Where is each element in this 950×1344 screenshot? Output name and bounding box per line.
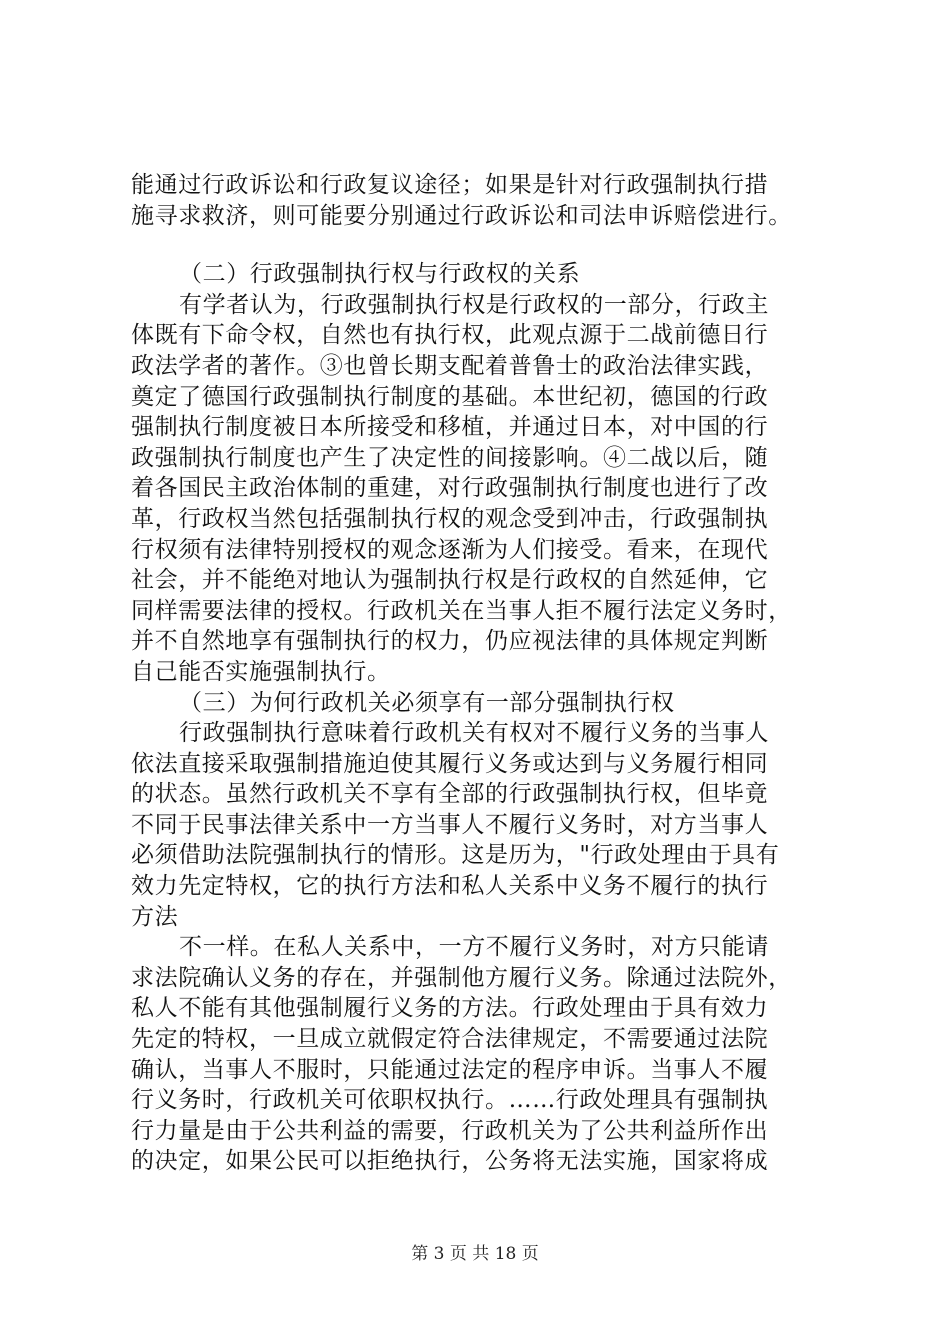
text-line: （三）为何行政机关必须享有一部分强制执行权 [179, 689, 675, 716]
text-line: 先定的特权，一旦成立就假定符合法律规定，不需要通过法院 [131, 1026, 769, 1053]
paragraph-gap [131, 231, 831, 259]
text-line: 求法院确认义务的存在，并强制他方履行义务。除通过法院外， [131, 964, 792, 991]
paragraph [131, 718, 831, 932]
text-line: 奠定了德国行政强制执行制度的基础。本世纪初，德国的行政 [131, 383, 769, 410]
page-number: 第 3 页 共 18 页 [411, 1244, 539, 1264]
text-line: 行权须有法律特别授权的观念逐渐为人们接受。看来，在现代 [131, 536, 769, 563]
paragraph [131, 290, 831, 688]
text-line: 强制执行制度被日本所接受和移植，并通过日本，对中国的行 [131, 414, 769, 441]
text-line: 不一样。在私人关系中，一方不履行义务时，对方只能请 [179, 934, 769, 961]
text-line: 行义务时，行政机关可依职权执行。……行政处理具有强制执 [131, 1087, 769, 1114]
text-line: 有学者认为，行政强制执行权是行政权的一部分，行政主 [179, 291, 769, 318]
text-line: 施寻求救济，则可能要分别通过行政诉讼和司法申诉赔偿进行。 [131, 202, 792, 229]
text-line: 必须借助法院强制执行的情形。这是历为，"行政处理由于具有 [131, 842, 780, 869]
text-line: 政强制执行制度也产生了决定性的间接影响。④二战以后，随 [131, 444, 769, 471]
text-line: 并不自然地享有强制执行的权力，仍应视法律的具体规定判断 [131, 628, 769, 655]
text-line: 依法直接采取强制措施迫使其履行义务或达到与义务履行相同 [131, 750, 769, 777]
text-line: 能通过行政诉讼和行政复议途径；如果是针对行政强制执行措 [131, 172, 769, 198]
text-line: 社会，并不能绝对地认为强制执行权是行政权的自然延伸，它 [131, 567, 769, 594]
paragraph [131, 932, 831, 1177]
text-line: 确认，当事人不服时，只能通过法定的程序申诉。当事人不履 [131, 1056, 769, 1083]
text-line: 同样需要法律的授权。行政机关在当事人拒不履行法定义务时， [131, 597, 792, 624]
text-line: （二）行政强制执行权与行政权的关系 [179, 261, 581, 288]
page-footer [0, 1243, 950, 1265]
text-line: 革，行政权当然包括强制执行权的观念受到冲击，行政强制执 [131, 505, 769, 532]
text-line: 的决定，如果公民可以拒绝执行，公务将无法实施，国家将成 [131, 1148, 769, 1175]
text-line: 方法 [131, 903, 179, 930]
section-heading [131, 688, 831, 719]
text-line: 效力先定特权，它的执行方法和私人关系中义务不履行的执行 [131, 873, 769, 900]
text-line: 行力量是由于公共利益的需要，行政机关为了公共利益所作出 [131, 1117, 769, 1144]
text-line: 不同于民事法律关系中一方当事人不履行义务时，对方当事人 [131, 811, 769, 838]
text-line: 体既有下命令权，自然也有执行权，此观点源于二战前德日行 [131, 322, 769, 349]
document-body [131, 170, 831, 1177]
text-line: 行政强制执行意味着行政机关有权对不履行义务的当事人 [179, 720, 769, 747]
text-line: 着各国民主政治体制的重建，对行政强制执行制度也进行了改 [131, 475, 769, 502]
text-line: 自己能否实施强制执行。 [131, 658, 391, 685]
paragraph [131, 170, 831, 231]
text-line: 私人不能有其他强制履行义务的方法。行政处理由于具有效力 [131, 995, 769, 1022]
text-line: 政法学者的著作。③也曾长期支配着普鲁士的政治法律实践， [131, 352, 769, 379]
text-line: 的状态。虽然行政机关不享有全部的行政强制执行权，但毕竟 [131, 781, 769, 808]
section-heading [131, 259, 831, 290]
